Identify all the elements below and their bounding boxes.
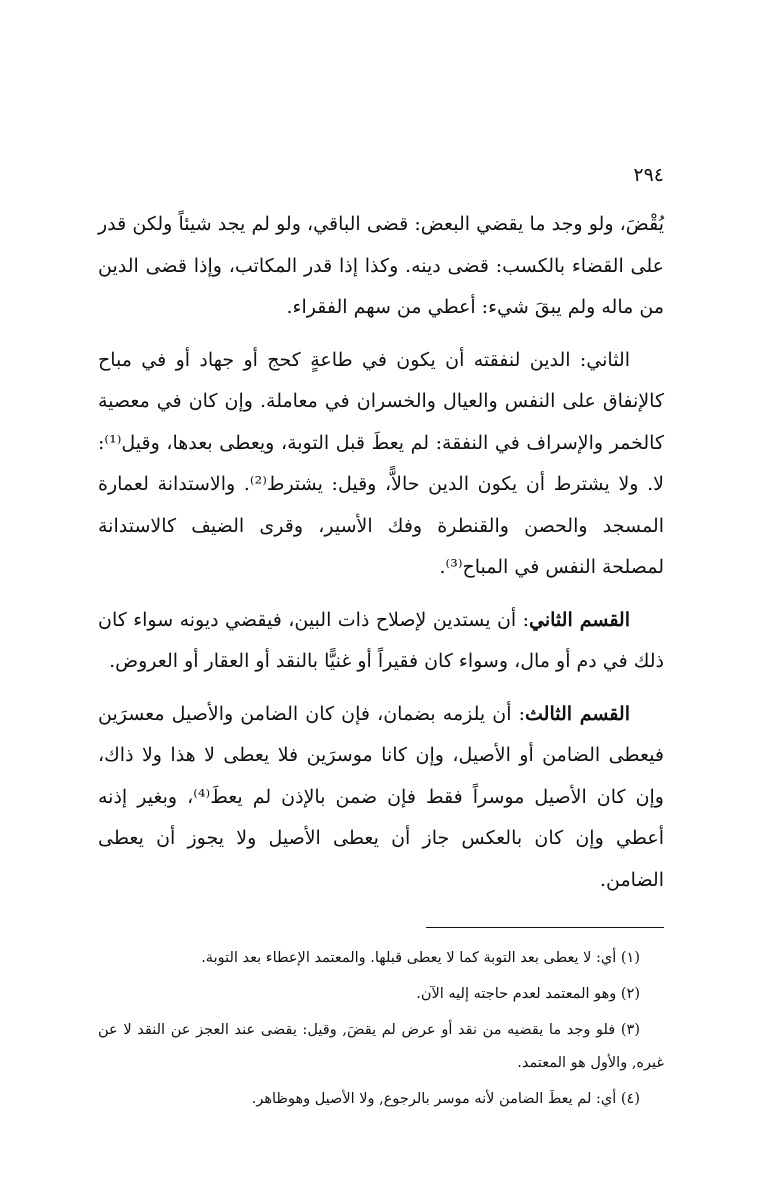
- paragraph: [98, 340, 664, 589]
- main-text: [98, 204, 664, 901]
- paragraph-text: : أن يلزمه بضمان، فإن كان الضامن والأصيل معسرَين فيعطى الضامن أو الأصيل، وإن كانا موسرَين فلا يعطى لا هذا ولا ذاك، وإن كان الأصيل موسراً فقط فإن ضمن بالإذن لم يعطَ⁽⁴⁾، وبغير إذنه أعطي وإن كان بالعكس جاز أن يعطى الأصيل ولا يجوز أن يعطى الضامن.: [98, 702, 664, 891]
- section-heading: القسم الثاني: [529, 608, 631, 631]
- page-number: ٢٩٤: [633, 164, 664, 186]
- footnote: (٢) وهو المعتمد لعدم حاجته إليه الآن.: [416, 986, 640, 1002]
- footnote: (١) أي: لا يعطى بعد التوبة كما لا يعطى قبلها. والمعتمد الإعطاء بعد التوبة.: [201, 950, 640, 966]
- footnotes: [98, 942, 664, 1116]
- paragraph: [98, 694, 664, 902]
- paragraph: [98, 204, 664, 329]
- footnote-divider: [426, 927, 664, 928]
- section-heading: القسم الثالث: [525, 702, 630, 725]
- paragraph-text: يُقْضَ، ولو وجد ما يقضي البعض: قضى الباقي، ولو لم يجد شيئاً ولكن قدر على القضاء بالكسب: قضى دينه. وكذا إذا قدر المكاتب، وإذا قضى الدين من ماله ولم يبقَ شيء: أعطي من سهم الفقراء.: [98, 213, 664, 318]
- footnote: (٤) أي: لم يعطَ الضامن لأنه موسر بالرجوع, ولا الأصيل وهوظاهر.: [251, 1091, 640, 1107]
- paragraph-text: : أن يستدين لإصلاح ذات البين، فيقضي ديونه سواء كان ذلك في دم أو مال، وسواء كان فقيراً أو غنيًّا بالنقد أو العقار أو العروض.: [98, 608, 664, 672]
- paragraph: [98, 600, 664, 683]
- paragraph-text: الثاني: الدين لنفقته أن يكون في طاعةٍ كحج أو جهاد أو في مباح كالإنفاق على النفس والعيال والخسران في معاملة. وإن كان في معصية كالخمر والإسراف في النفقة: لم يعطَ قبل التوبة، ويعطى بعدها، وقيل⁽¹⁾: لا. ولا يشترط أن يكون الدين حالاًّ، وقيل: يشترط⁽²⁾. والاستدانة لعمارة المسجد والحصن والقنطرة وفك الأسير، وقرى الضيف كالاستدانة لمصلحة النفس في المباح⁽³⁾.: [98, 348, 664, 578]
- footnote: (٣) فلو وجد ما يقضيه من نقد أو عرض لم يقضَ, وقيل: يقضى عند العجز عن النقد لا عن غيره, والأول هو المعتمد.: [98, 1022, 664, 1071]
